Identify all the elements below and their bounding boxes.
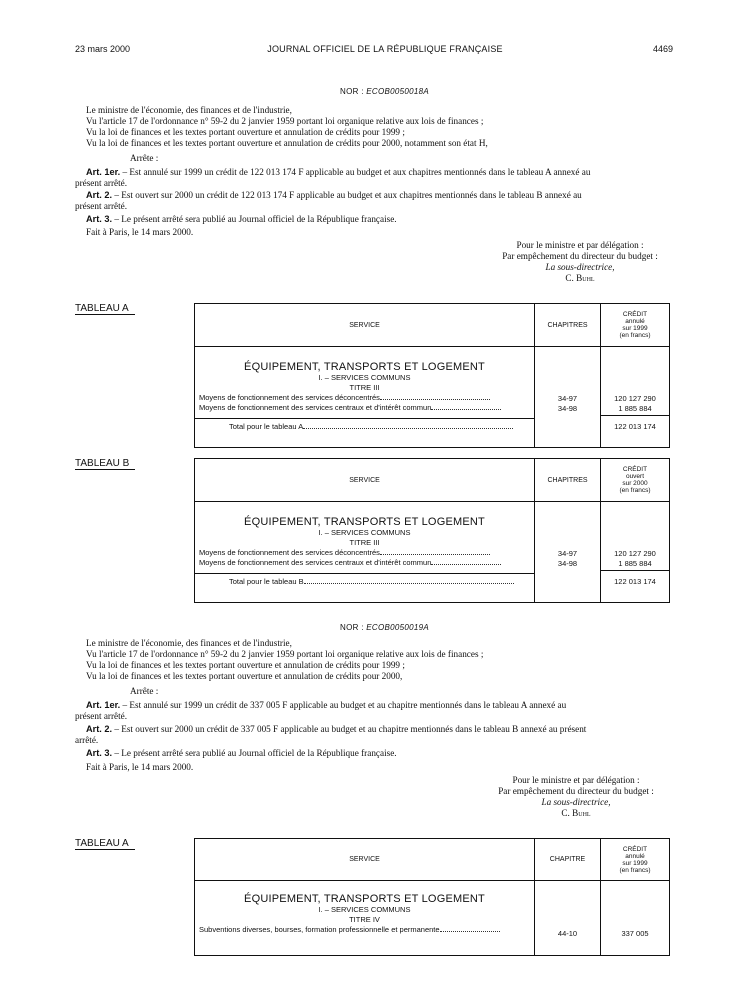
decree-2-fait: Fait à Paris, le 14 mars 2000. bbox=[86, 762, 194, 772]
tableau-a-label-1: TABLEAU A bbox=[75, 303, 135, 315]
signature-block-2: Pour le ministre et par délégation : Par empêchement du directeur du budget : La sous-directrice, C. Buhl bbox=[498, 775, 654, 818]
decree-1-article-2: Art. 2. – Est ouvert sur 2000 un crédit de 122 013 174 F applicable au budget et aux chapitres mentionnés dans le tableau B annexé au bbox=[86, 190, 582, 200]
decree-1-article-1-cont: présent arrêté. bbox=[75, 178, 128, 188]
chapitres-cell: 34-97 34-98 bbox=[535, 502, 601, 603]
decree-2-article-3: Art. 3. – Le présent arrêté sera publié au Journal officiel de la République française. bbox=[86, 748, 397, 758]
col-header-service: SERVICE bbox=[195, 839, 535, 881]
decree-2-visa-3: Vu la loi de finances et les textes portant ouverture et annulation de crédits pour 1999 ; bbox=[86, 660, 405, 670]
nor-prefix: NOR : bbox=[340, 623, 364, 632]
decree-2-article-2-cont: arrêté. bbox=[75, 735, 99, 745]
chapitres-cell: 34-97 34-98 bbox=[535, 347, 601, 448]
col-header-credit: CRÉDIT annulé sur 1999 (en francs) bbox=[601, 839, 670, 881]
col-header-service: SERVICE bbox=[195, 304, 535, 347]
table-row: Moyens de fonctionnement des services centraux et d'intérêt commun bbox=[195, 558, 534, 568]
decree-2-arrete: Arrête : bbox=[130, 686, 159, 696]
decree-1-visa-2: Vu l'article 17 de l'ordonnance n° 59-2 du 2 janvier 1959 portant loi organique relative aux lois de finances ; bbox=[86, 116, 484, 126]
credit-cell: 120 127 290 1 885 884 122 013 174 bbox=[601, 502, 670, 603]
col-header-credit: CRÉDIT annulé sur 1999 (en francs) bbox=[601, 304, 670, 347]
decree-1-visa-4: Vu la loi de finances et les textes portant ouverture et annulation de crédits pour 2000, notamment son état H, bbox=[86, 138, 488, 148]
tableau-b-label: TABLEAU B bbox=[75, 458, 135, 470]
col-header-service: SERVICE bbox=[195, 459, 535, 502]
tableau-a-2 bbox=[194, 838, 670, 956]
col-header-chapitre: CHAPITRE bbox=[535, 839, 601, 881]
ministry-title: ÉQUIPEMENT, TRANSPORTS ET LOGEMENT bbox=[244, 893, 485, 905]
decree-1-article-1: Art. 1er. – Est annulé sur 1999 un crédit de 122 013 174 F applicable au budget et aux chapitres mentionnés dans le tableau A annexé au bbox=[86, 167, 591, 177]
decree-2-visa-4: Vu la loi de finances et les textes portant ouverture et annulation de crédits pour 2000, bbox=[86, 671, 403, 681]
nor-reference-2 bbox=[340, 623, 429, 632]
col-header-chapitres: CHAPITRES bbox=[535, 304, 601, 347]
signature-block-1: Pour le ministre et par délégation : Par empêchement du directeur du budget : La sous-directrice, C. Buhl bbox=[502, 240, 658, 283]
total-row: Total pour le tableau B bbox=[195, 574, 534, 587]
decree-1-fait: Fait à Paris, le 14 mars 2000. bbox=[86, 227, 194, 237]
chapitre-cell: 44-10 bbox=[535, 881, 601, 956]
nor-reference-1 bbox=[340, 87, 429, 96]
decree-2-visa-1: Le ministre de l'économie, des finances et de l'industrie, bbox=[86, 638, 292, 648]
section-title: I. – SERVICES COMMUNS bbox=[318, 905, 411, 914]
decree-2-article-1: Art. 1er. – Est annulé sur 1999 un crédit de 337 005 F applicable au budget et au chapitre mentionnés dans le tableau A annexé au bbox=[86, 700, 567, 710]
decree-1-visa-3: Vu la loi de finances et les textes portant ouverture et annulation de crédits pour 1999 ; bbox=[86, 127, 405, 137]
titre-label: TITRE III bbox=[349, 538, 380, 547]
decree-1-article-3: Art. 3. – Le présent arrêté sera publié au Journal officiel de la République française. bbox=[86, 214, 397, 224]
header-date: 23 mars 2000 bbox=[75, 44, 131, 54]
col-header-chapitres: CHAPITRES bbox=[535, 459, 601, 502]
ministry-title: ÉQUIPEMENT, TRANSPORTS ET LOGEMENT bbox=[244, 361, 485, 373]
decree-2-article-1-cont: présent arrêté. bbox=[75, 711, 128, 721]
titre-label: TITRE IV bbox=[349, 915, 380, 924]
ministry-title: ÉQUIPEMENT, TRANSPORTS ET LOGEMENT bbox=[244, 516, 485, 528]
table-row: Moyens de fonctionnement des services déconcentrés bbox=[195, 548, 534, 558]
header-journal: JOURNAL OFFICIEL DE LA RÉPUBLIQUE FRANÇAISE bbox=[267, 44, 503, 54]
table-row: Subventions diverses, bourses, formation professionnelle et permanente bbox=[195, 925, 534, 935]
decree-2-visa-2: Vu l'article 17 de l'ordonnance n° 59-2 du 2 janvier 1959 portant loi organique relative aux lois de finances ; bbox=[86, 649, 484, 659]
col-header-credit: CRÉDIT ouvert sur 2000 (en francs) bbox=[601, 459, 670, 502]
total-amount: 122 013 174 bbox=[614, 577, 656, 586]
table-row: Moyens de fonctionnement des services centraux et d'intérêt commun bbox=[195, 403, 534, 413]
service-cell bbox=[195, 347, 535, 448]
credit-cell: 120 127 290 1 885 884 122 013 174 bbox=[601, 347, 670, 448]
nor-code: ECOB0050018A bbox=[366, 87, 430, 96]
total-amount: 122 013 174 bbox=[614, 422, 656, 431]
tableau-a-label-2: TABLEAU A bbox=[75, 838, 135, 850]
titre-label: TITRE III bbox=[349, 383, 380, 392]
section-title: I. – SERVICES COMMUNS bbox=[318, 528, 411, 537]
tableau-a-1 bbox=[194, 303, 670, 448]
decree-2-article-2: Art. 2. – Est ouvert sur 2000 un crédit de 337 005 F applicable au budget et au chapitre mentionnés dans le tableau B annexé au présent bbox=[86, 724, 587, 734]
decree-1-visa-1: Le ministre de l'économie, des finances et de l'industrie, bbox=[86, 105, 292, 115]
total-row: Total pour le tableau A bbox=[195, 419, 534, 432]
tableau-b-1 bbox=[194, 458, 670, 603]
decree-1-arrete: Arrête : bbox=[130, 153, 159, 163]
decree-1-article-2-cont: présent arrêté. bbox=[75, 201, 128, 211]
nor-code: ECOB0050019A bbox=[366, 623, 430, 632]
credit-cell: 337 005 bbox=[601, 881, 670, 956]
service-cell bbox=[195, 502, 535, 603]
table-row: Moyens de fonctionnement des services déconcentrés bbox=[195, 393, 534, 403]
nor-prefix: NOR : bbox=[340, 87, 364, 96]
service-cell bbox=[195, 881, 535, 956]
header-page-number: 4469 bbox=[652, 44, 673, 54]
section-title: I. – SERVICES COMMUNS bbox=[318, 373, 411, 382]
